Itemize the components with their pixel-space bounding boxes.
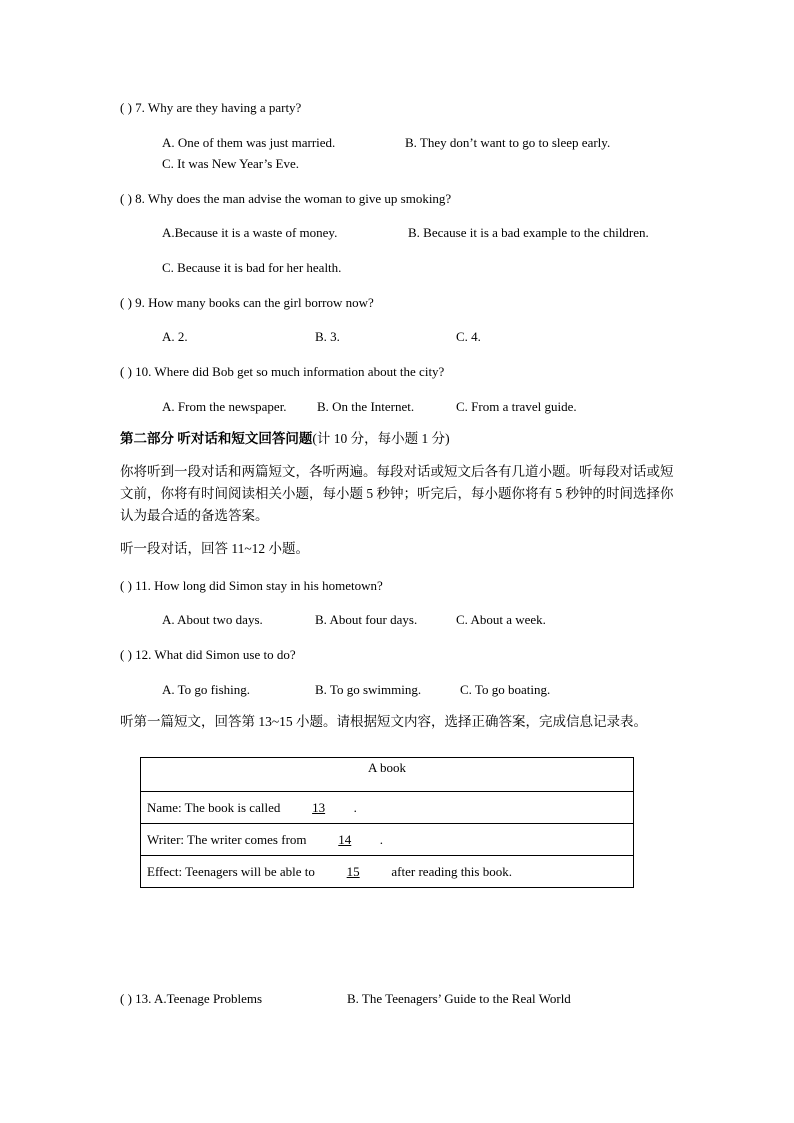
q12-option-b: B. To go swimming.	[315, 682, 422, 697]
q9-option-b: B. 3.	[315, 329, 340, 344]
info-record-table	[140, 757, 634, 888]
q8-option-c: C. Because it is bad for her health.	[162, 260, 342, 275]
q8-option-a: A.Because it is a waste of money.	[162, 225, 338, 240]
q7-option-c: C. It was New Year’s Eve.	[162, 156, 299, 171]
part2-heading-bold: 第二部分 听对话和短文回答问题	[120, 431, 313, 446]
dialog-note: 听一段对话，回答 11~12 小题。	[120, 541, 310, 556]
question-11: ( ) 11. How long did Simon stay in his hometown?	[120, 578, 383, 593]
name-suffix: .	[353, 799, 357, 815]
effect-label: Effect: Teenagers will be able to	[147, 863, 315, 879]
q9-option-c: C. 4.	[456, 329, 481, 344]
passage-note: 听第一篇短文，回答第 13~15 小题。请根据短文内容，选择正确答案，完成信息记录表。	[120, 714, 648, 729]
blank-15: 15	[346, 863, 360, 879]
question-7: ( ) 7. Why are they having a party?	[120, 100, 302, 115]
question-8: ( ) 8. Why does the man advise the woman to give up smoking?	[120, 191, 452, 206]
question-12: ( ) 12. What did Simon use to do?	[120, 647, 296, 662]
q10-option-c: C. From a travel guide.	[456, 399, 577, 414]
writer-suffix: .	[379, 831, 384, 847]
question-13: ( ) 13. A.Teenage Problems	[120, 991, 263, 1006]
question-9: ( ) 9. How many books can the girl borrow now?	[120, 295, 374, 310]
q11-option-a: A. About two days.	[162, 612, 263, 627]
table-row-name	[141, 792, 634, 824]
q7-option-b: B. They don’t want to go to sleep early.	[405, 135, 611, 150]
q9-option-a: A. 2.	[162, 329, 188, 344]
question-10: ( ) 10. Where did Bob get so much information about the city?	[120, 364, 445, 379]
part2-heading	[120, 431, 450, 447]
table-row-writer	[141, 824, 634, 856]
part2-instructions: 你将听到一段对话和两篇短文，各听两遍。每段对话或短文后各有几道小题。听每段对话或短文前，你将有时间阅读相关小题，每小题 5 秒钟；听完后，每小题你将有 5 秒钟的时间选择你认为最合适的备选答案。	[120, 464, 674, 523]
table-row-effect	[141, 856, 634, 888]
q8-option-b: B. Because it is a bad example to the children.	[408, 225, 649, 240]
part2-heading-scoring: (计 10 分，每小题 1 分)	[312, 431, 450, 446]
q10-option-a: A. From the newspaper.	[162, 399, 287, 414]
blank-14: 14	[338, 831, 352, 847]
q7-option-a: A. One of them was just married.	[162, 135, 336, 150]
q13-option-b: B. The Teenagers’ Guide to the Real World	[347, 991, 571, 1006]
effect-suffix: after reading this book.	[391, 863, 512, 879]
name-label: Name: The book is called	[147, 799, 281, 815]
q11-option-b: B. About four days.	[315, 612, 418, 627]
blank-13: 13	[312, 799, 326, 815]
q10-option-b: B. On the Internet.	[317, 399, 415, 414]
writer-label: Writer: The writer comes from	[147, 831, 307, 847]
q11-option-c: C. About a week.	[456, 612, 546, 627]
q12-option-c: C. To go boating.	[460, 682, 551, 697]
table-title: A book	[141, 758, 634, 792]
q12-option-a: A. To go fishing.	[162, 682, 251, 697]
